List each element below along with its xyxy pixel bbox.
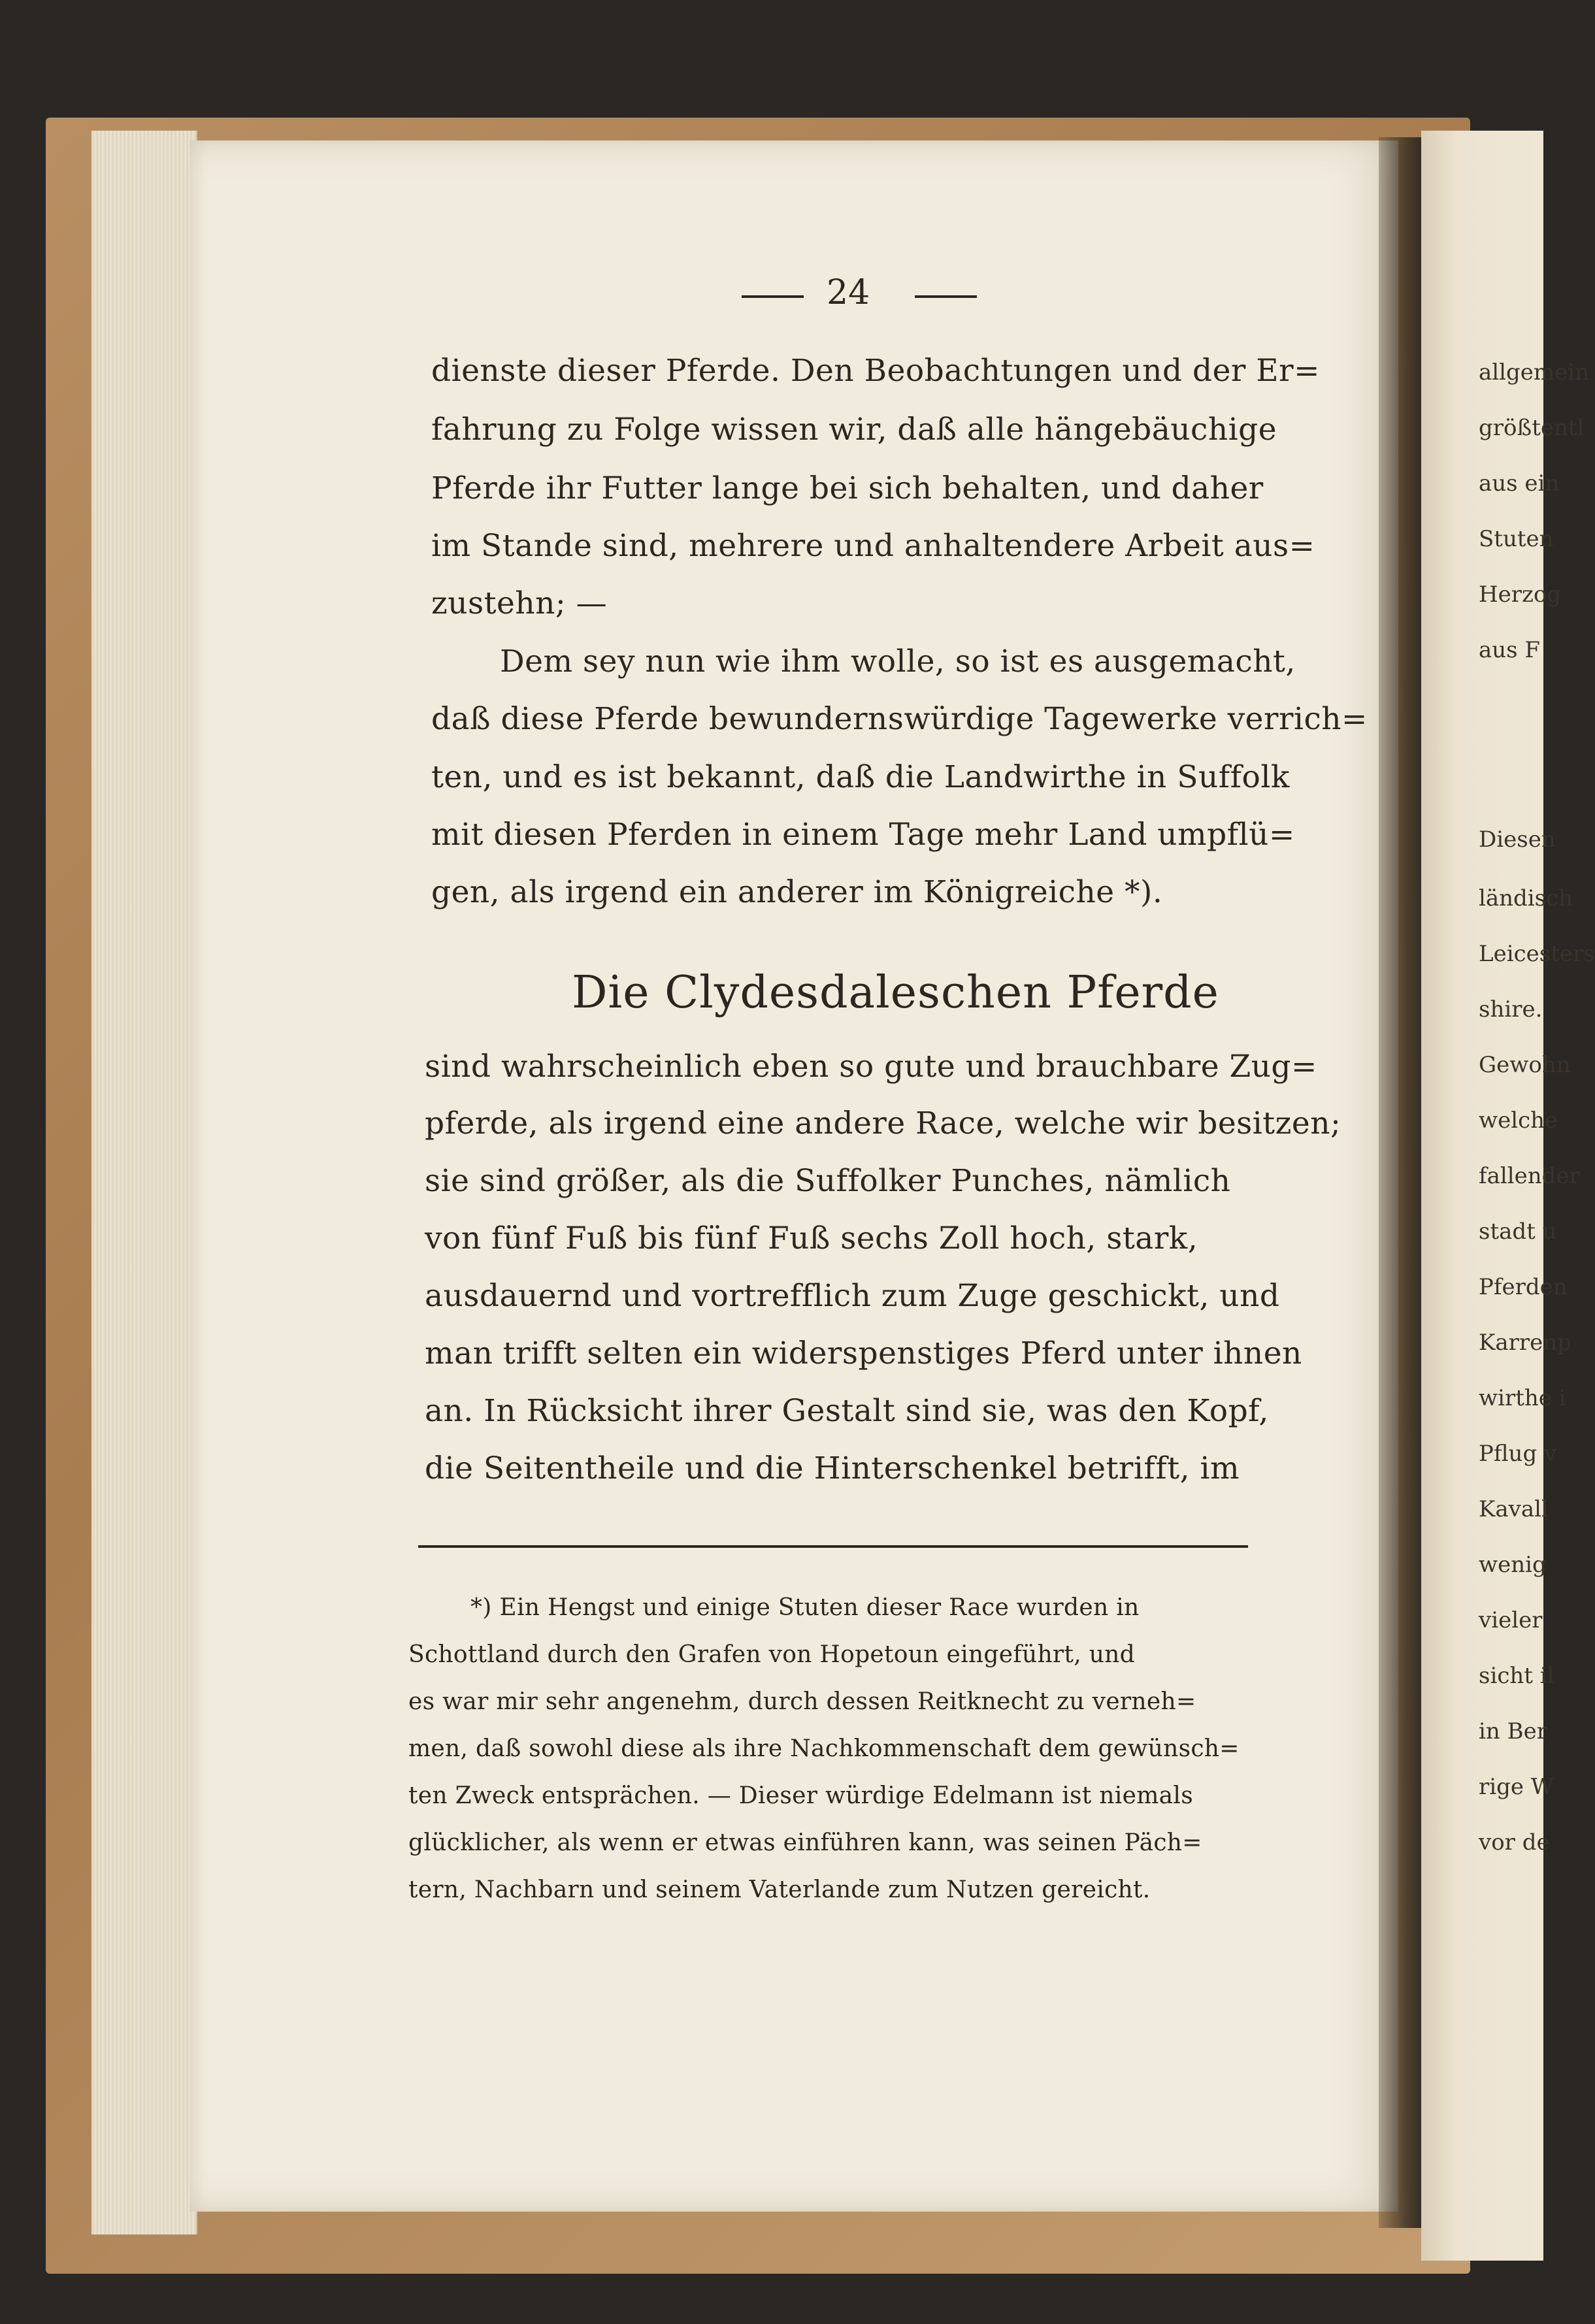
body-line: im Stande sind, mehrere und anhaltendere Arbeit aus= (431, 528, 1315, 564)
next-page-fragment: Karrenp (1479, 1330, 1571, 1356)
next-page-fragment: Leicesters (1479, 941, 1595, 967)
page-number: 24 (827, 273, 870, 312)
next-page-fragment: rige W (1479, 1774, 1554, 1800)
body-line: von fünf Fuß bis fünf Fuß sechs Zoll hoch, stark, (425, 1220, 1198, 1256)
next-page-fragment: wenig (1479, 1552, 1547, 1578)
body-line: mit diesen Pferden in einem Tage mehr Land umpflü= (431, 817, 1295, 853)
next-page-fragment: stadt u (1479, 1219, 1557, 1245)
next-page-fragment: in Ber (1479, 1718, 1547, 1744)
next-page-fragment: Herzog (1479, 581, 1562, 608)
next-page-fragment: aus F (1479, 637, 1541, 663)
body-line: daß diese Pferde bewundernswürdige Tagewerke verrich= (431, 701, 1368, 737)
footnote-line: es war mir sehr angenehm, durch dessen Reitknecht zu verneh= (408, 1688, 1196, 1715)
body-line: gen, als irgend ein anderer im Königreiche *). (431, 874, 1163, 910)
body-line: dienste dieser Pferde. Den Beobachtungen und der Er= (431, 353, 1320, 389)
body-line: ten, und es ist bekannt, daß die Landwirthe in Suffolk (431, 759, 1290, 795)
next-page-sliver (1421, 131, 1595, 2261)
body-line: an. In Rücksicht ihrer Gestalt sind sie, was den Kopf, (425, 1393, 1269, 1429)
next-page-fragment: ländisch (1479, 885, 1573, 911)
next-page-fragment: fallender (1479, 1163, 1580, 1189)
next-page-fragment: allgemein (1479, 359, 1590, 385)
next-page-fragment: größtentl (1479, 415, 1585, 441)
section-heading: Die Clydesdaleschen Pferde (572, 967, 1219, 1019)
footnote-line: Schottland durch den Grafen von Hopetoun eingeführt, und (408, 1641, 1136, 1668)
body-line: sie sind größer, als die Suffolker Punches, nämlich (425, 1163, 1231, 1199)
body-line: Pferde ihr Futter lange bei sich behalten, und daher (431, 470, 1264, 506)
body-line: sind wahrscheinlich eben so gute und brauchbare Zug= (425, 1049, 1317, 1085)
next-page-fragment: Pferden (1479, 1274, 1568, 1300)
footnote-line: tern, Nachbarn und seinem Vaterlande zum Nutzen gereicht. (408, 1876, 1151, 1903)
next-page-fragment: Gewohn (1479, 1052, 1571, 1078)
footnote-line: glücklicher, als wenn er etwas einführen kann, was seinen Päch= (408, 1829, 1202, 1856)
next-page-fragment: Diesen (1479, 826, 1556, 853)
body-line: fahrung zu Folge wissen wir, daß alle hängebäuchige (431, 412, 1277, 448)
book-gutter (1379, 137, 1424, 2228)
footnote-line: *) Ein Hengst und einige Stuten dieser Race wurden in (470, 1594, 1140, 1621)
next-page-fragment: vor de (1479, 1829, 1550, 1856)
footnote-rule (418, 1545, 1248, 1548)
next-page-fragment: vieler (1479, 1607, 1543, 1633)
body-line: man trifft selten ein widerspenstiges Pferd unter ihnen (425, 1335, 1302, 1371)
next-page-fragment: welche (1479, 1107, 1558, 1134)
footnote-line: ten Zweck entsprächen. — Dieser würdige Edelmann ist niemals (408, 1782, 1193, 1809)
next-page-fragment: aus ein (1479, 470, 1560, 497)
next-page-fragment: Stuten (1479, 526, 1554, 552)
next-page-fragment: Pflug v (1479, 1441, 1557, 1467)
page-number-dash-left (742, 295, 804, 298)
next-page-fragment: wirthe i (1479, 1385, 1566, 1411)
page-edges (91, 131, 197, 2234)
body-line: ausdauernd und vortrefflich zum Zuge geschickt, und (425, 1278, 1280, 1314)
body-line: die Seitentheile und die Hinterschenkel betrifft, im (425, 1450, 1240, 1486)
footnote-line: men, daß sowohl diese als ihre Nachkommenschaft dem gewünsch= (408, 1735, 1240, 1762)
body-line: Dem sey nun wie ihm wolle, so ist es ausgemacht, (500, 644, 1296, 679)
next-page-fragment: Kavall (1479, 1496, 1549, 1522)
next-page-fragment: sicht il (1479, 1663, 1554, 1689)
body-line: pferde, als irgend eine andere Race, welche wir besitzen; (425, 1105, 1341, 1141)
body-line: zustehn; — (431, 585, 608, 621)
page-number-dash-right (915, 295, 977, 298)
next-page-fragment: shire. (1479, 996, 1543, 1023)
